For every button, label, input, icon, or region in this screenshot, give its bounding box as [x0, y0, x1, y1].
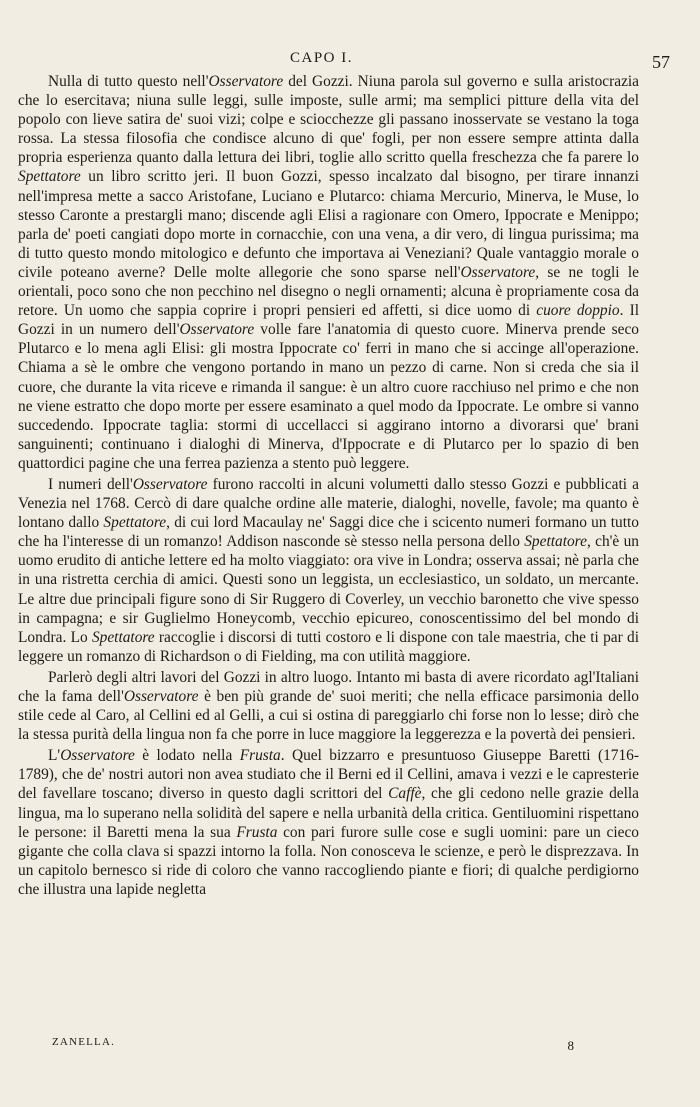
text-run: con pari furore sulle cose e sugli uomini: pare un cieco gigante che colla clava si spazzi intorno la folla. Non conosceva le scienze, e però le disprezzava. In un capitolo bernesco si ride di coloro che vanno raccogliendo piante e fiori; di qualche perdigiorno che illustra una lapide negletta: [18, 823, 639, 898]
text-run: I numeri dell': [48, 475, 133, 493]
text-run: , che gli cedono nelle grazie della lingua, ma lo superano nella solidità del sapere e nella urbanità della critica. Gentiluomini rispettano le persone: il Baretti mena la sua: [18, 785, 639, 841]
italic-title: Osservatore: [123, 688, 199, 705]
italic-title: Spettatore: [18, 168, 81, 186]
page-number: 57: [652, 52, 670, 72]
running-header: [0, 48, 700, 72]
text-run: del Gozzi. Niuna parola sul governo e sulla aristocrazia che lo esercitava; niuna sulle leggi, sulle imposte, sulle armi; ma semplici pitture della vita del popolo con lieve satira de' suoi vizi; colpe e sciocchezze gli passano inosservate se vestano la toga rossa. La stessa filosofia che condisce alcuno di que' fogli, per non essere sempre attinta dalla propria esperienza quanto dalla lettura dei libri, toglie allo scritto quella freschezza che fa parere lo: [18, 73, 640, 167]
italic-title: Osservatore: [460, 263, 536, 281]
text-run: Parlerò degli altri lavori del Gozzi in altro luogo. Intanto mi basta di avere ricordato agl'Italiani che la fama dell': [18, 668, 639, 705]
italic-title: Frusta: [239, 747, 281, 765]
body-text: [18, 72, 639, 899]
text-run: . Il Gozzi in un numero dell': [18, 302, 639, 339]
italic-title: Osservatore: [60, 747, 135, 765]
paragraph: [18, 668, 639, 744]
paragraph: [18, 72, 639, 473]
text-run: furono raccolti in alcuni volumetti dallo stesso Gozzi e pubblicati a Venezia nel 1768. Cercò di dare qualche ordine alle materie, dialoghi, novelle, favole; ma quanto è lontano dallo: [18, 475, 639, 532]
text-run: . Quel bizzarro e presuntuoso Giuseppe Baretti (1716-1789), che de' nostri autori non avea studiato che il Berni ed il Cellini, amava i vezzi e le capresterie del favellare toscano; diverso in questo dagli scrittori del: [18, 747, 639, 803]
italic-title: Osservatore: [132, 475, 208, 493]
text-run: un libro scritto jeri. Il buon Gozzi, spesso incalzato dal bisogno, per tirare innanzi nell'impresa mette a sacco Aristofane, Luciano e Plutarco: chiama Mercurio, Minerva, le Muse, lo stesso Caronte a prestargli mano; discende agli Elisi a ragionare con Omero, Ippocrate e Menippo; parla de' poeti cangiati dopo morte in cornacchie, con una vena, a dir vero, di lingua purissima; ma di tutto questo mondo mitologico e defunto che importava ai Veneziani? Quale vantaggio morale o civile poteano averne? Delle molte allegorie che sono sparse nell': [18, 168, 639, 281]
italic-title: Spettatore: [103, 514, 167, 532]
text-run: è lodato nella: [134, 747, 240, 765]
page-footer: [0, 1034, 700, 1058]
text-run: , ch'è un uomo erudito di antiche lettere ed ha molto viaggiato: ora vive in Londra; osserva assai; nè parla che in una ristretta cerchia di amici. Questi sono un leggista, un ecclesiastico, un soldato, un mercante. Le altre due principali figure sono di Sir Ruggero di Coverley, un vecchio baronetto che vive spesso in campagna; e sir Guglielmo Honeycomb, vecchio epicureo, conoscentissimo del bel mondo di Londra. Lo: [18, 533, 639, 646]
italic-title: Osservatore: [208, 73, 284, 90]
paragraph: [18, 746, 639, 899]
italic-title: Osservatore: [179, 321, 255, 339]
chapter-heading: CAPO I.: [290, 50, 354, 66]
text-run: volle fare l'anatomia di questo cuore. Minerva prende seco Plutarco e lo mena agli Elisi: gli mostra Ippocrate co' ferri in mano che si accinge all'operazione. Chiama a sè le ombre che vengono portando in mano un pezzo di carne. Non si creda che sia il cuore, che durante la vita riceve e rimanda il sangue: è un altro cuore racchiuso nel primo e che non ne viene estratto che dopo morte per essere esaminato a quel modo da Ippocrate. Le ombre si vanno succedendo. Ippocrate taglia: stormi di uccellacci si aggirano intorno a divorarsi que' brani sanguinenti; continuano i dialoghi di Minerva, d'Ippocrate e di Plutarco per lo spazio di ben quattordici pagine che una ferrea pazienza a stento può leggere.: [18, 321, 640, 472]
italic-title: Frusta: [236, 823, 278, 841]
printer-signature: ZANELLA.: [52, 1036, 116, 1048]
text-run: raccoglie i discorsi di tutti costoro e li dispone con tale maestria, che ti par di leggere un romanzo di Richardson o di Fielding, ma con utilità maggiore.: [18, 628, 639, 665]
italic-title: Spettatore: [91, 628, 155, 646]
sheet-mark: 8: [567, 1038, 574, 1053]
italic-title: Spettatore: [524, 533, 587, 551]
text-run: , di cui lord Macaulay ne' Saggi dice che i scicento numeri formano un tutto che ha l'interesse di un romanzo! Addison nasconde sè stesso nella persona dello: [18, 514, 639, 551]
text-run: , se ne togli le orientali, poco sono che non pecchino nel disegno o negli ornamenti; alcuna è propriamente cosa da retore. Un uomo che sappia coprire i propri pensieri ed affetti, si dice uomo di: [18, 263, 639, 320]
paragraph: [18, 475, 639, 666]
italic-title: Caffè: [388, 785, 422, 803]
italic-title: cuore doppio: [536, 302, 620, 320]
text-run: L': [48, 747, 61, 765]
text-run: Nulla di tutto questo nell': [48, 73, 209, 90]
text-run: è ben più grande de' suoi meriti; che nella efficace parsimonia dello stile cede al Caro, al Cellini ed al Gelli, a cui si ostina di pareggiarlo chi forse non lo lesse; dirò che la stessa purità della lingua non fa che porre in luce maggiore la leggerezza e la povertà dei pensieri.: [18, 688, 639, 744]
